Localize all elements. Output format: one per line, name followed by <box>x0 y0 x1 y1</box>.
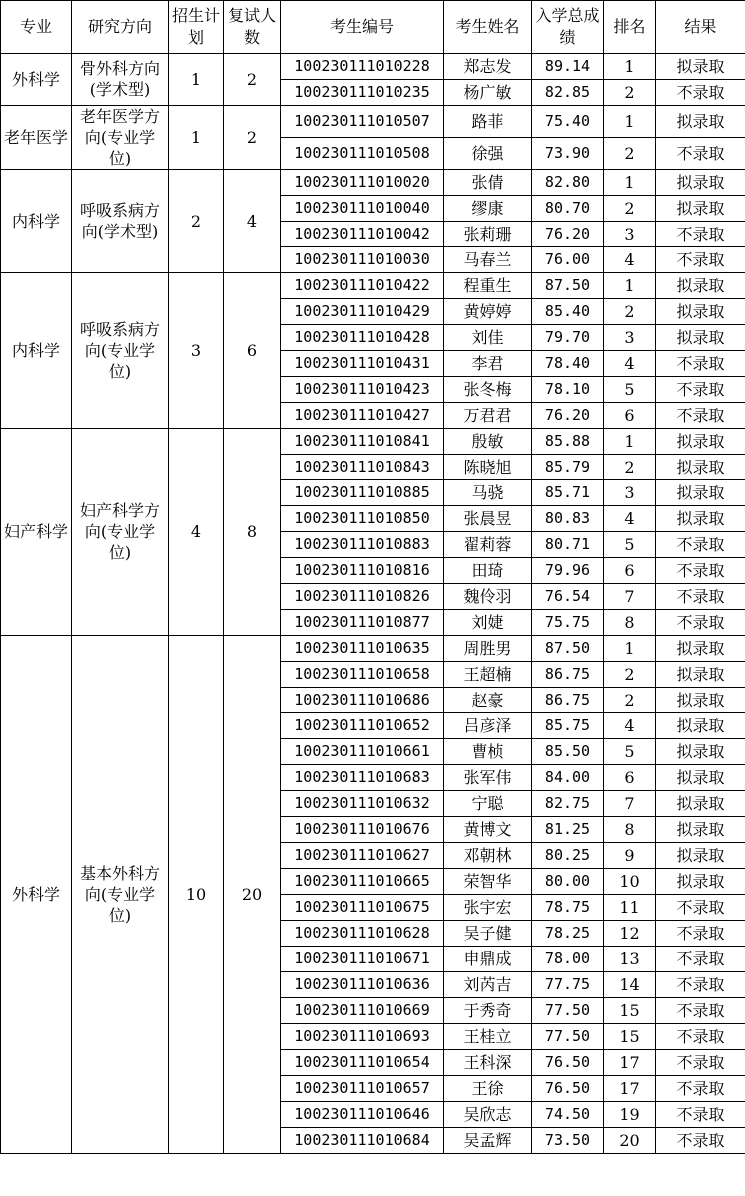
candidate-name-cell: 徐强 <box>444 137 532 169</box>
candidate-id-cell: 100230111010428 <box>281 325 444 351</box>
candidate-name-cell: 刘芮吉 <box>444 972 532 998</box>
rank-cell: 3 <box>604 480 656 506</box>
header-score: 入学总成绩 <box>532 1 604 54</box>
rank-cell: 5 <box>604 532 656 558</box>
score-cell: 73.50 <box>532 1127 604 1153</box>
header-major: 专业 <box>1 1 72 54</box>
candidate-id-cell: 100230111010652 <box>281 713 444 739</box>
score-cell: 76.00 <box>532 247 604 273</box>
result-cell: 拟录取 <box>656 54 745 80</box>
header-direction: 研究方向 <box>72 1 169 54</box>
candidate-id-cell: 100230111010816 <box>281 558 444 584</box>
result-cell: 拟录取 <box>656 325 745 351</box>
header-id: 考生编号 <box>281 1 444 54</box>
candidate-id-cell: 100230111010508 <box>281 137 444 169</box>
result-cell: 拟录取 <box>656 687 745 713</box>
rank-cell: 12 <box>604 920 656 946</box>
result-cell: 不录取 <box>656 1024 745 1050</box>
candidate-id-cell: 100230111010635 <box>281 635 444 661</box>
score-cell: 78.25 <box>532 920 604 946</box>
rank-cell: 2 <box>604 661 656 687</box>
result-cell: 不录取 <box>656 998 745 1024</box>
score-cell: 76.54 <box>532 584 604 610</box>
result-cell: 拟录取 <box>656 765 745 791</box>
result-cell: 拟录取 <box>656 299 745 325</box>
candidate-id-cell: 100230111010427 <box>281 402 444 428</box>
result-cell: 拟录取 <box>656 195 745 221</box>
rank-cell: 11 <box>604 894 656 920</box>
rank-cell: 17 <box>604 1050 656 1076</box>
candidate-id-cell: 100230111010658 <box>281 661 444 687</box>
score-cell: 76.50 <box>532 1050 604 1076</box>
result-cell: 不录取 <box>656 79 745 105</box>
result-cell: 不录取 <box>656 351 745 377</box>
rank-cell: 14 <box>604 972 656 998</box>
rank-cell: 15 <box>604 1024 656 1050</box>
table-body <box>1 54 745 1154</box>
candidate-name-cell: 张晨昱 <box>444 506 532 532</box>
table-header <box>1 1 745 54</box>
candidate-id-cell: 100230111010646 <box>281 1101 444 1127</box>
rank-cell: 6 <box>604 558 656 584</box>
rank-cell: 20 <box>604 1127 656 1153</box>
plan-cell: 3 <box>169 273 224 428</box>
candidate-name-cell: 杨广敏 <box>444 79 532 105</box>
rank-cell: 2 <box>604 79 656 105</box>
score-cell: 78.40 <box>532 351 604 377</box>
rank-cell: 3 <box>604 221 656 247</box>
rank-cell: 2 <box>604 137 656 169</box>
table-row <box>1 635 745 661</box>
candidate-id-cell: 100230111010683 <box>281 765 444 791</box>
candidate-name-cell: 吕彦泽 <box>444 713 532 739</box>
rank-cell: 17 <box>604 1075 656 1101</box>
candidate-name-cell: 魏伶羽 <box>444 584 532 610</box>
candidate-id-cell: 100230111010661 <box>281 739 444 765</box>
rank-cell: 19 <box>604 1101 656 1127</box>
result-cell: 不录取 <box>656 609 745 635</box>
rank-cell: 6 <box>604 402 656 428</box>
score-cell: 76.20 <box>532 221 604 247</box>
table-row <box>1 54 745 80</box>
candidate-name-cell: 缪康 <box>444 195 532 221</box>
candidate-name-cell: 万君君 <box>444 402 532 428</box>
rank-cell: 6 <box>604 765 656 791</box>
table-row <box>1 169 745 195</box>
major-cell: 老年医学 <box>1 105 72 169</box>
result-cell: 不录取 <box>656 584 745 610</box>
candidate-name-cell: 刘佳 <box>444 325 532 351</box>
candidate-name-cell: 曹桢 <box>444 739 532 765</box>
candidate-id-cell: 100230111010020 <box>281 169 444 195</box>
candidate-name-cell: 路菲 <box>444 105 532 137</box>
score-cell: 85.40 <box>532 299 604 325</box>
score-cell: 73.90 <box>532 137 604 169</box>
candidate-id-cell: 100230111010627 <box>281 842 444 868</box>
candidate-id-cell: 100230111010826 <box>281 584 444 610</box>
candidate-name-cell: 翟莉蓉 <box>444 532 532 558</box>
result-cell: 不录取 <box>656 402 745 428</box>
plan-cell: 2 <box>169 169 224 273</box>
score-cell: 78.10 <box>532 376 604 402</box>
rank-cell: 8 <box>604 817 656 843</box>
candidate-id-cell: 100230111010693 <box>281 1024 444 1050</box>
candidate-id-cell: 100230111010628 <box>281 920 444 946</box>
result-cell: 拟录取 <box>656 105 745 137</box>
score-cell: 79.70 <box>532 325 604 351</box>
candidate-id-cell: 100230111010507 <box>281 105 444 137</box>
result-cell: 拟录取 <box>656 480 745 506</box>
candidate-id-cell: 100230111010885 <box>281 480 444 506</box>
retest-cell: 4 <box>224 169 281 273</box>
candidate-name-cell: 刘婕 <box>444 609 532 635</box>
score-cell: 76.50 <box>532 1075 604 1101</box>
header-retest: 复试人数 <box>224 1 281 54</box>
rank-cell: 1 <box>604 54 656 80</box>
candidate-id-cell: 100230111010235 <box>281 79 444 105</box>
candidate-id-cell: 100230111010636 <box>281 972 444 998</box>
score-cell: 76.20 <box>532 402 604 428</box>
major-cell: 内科学 <box>1 169 72 273</box>
candidate-id-cell: 100230111010657 <box>281 1075 444 1101</box>
rank-cell: 4 <box>604 713 656 739</box>
candidate-name-cell: 申鼎成 <box>444 946 532 972</box>
rank-cell: 5 <box>604 739 656 765</box>
result-cell: 不录取 <box>656 558 745 584</box>
result-cell: 不录取 <box>656 221 745 247</box>
candidate-id-cell: 100230111010841 <box>281 428 444 454</box>
plan-cell: 10 <box>169 635 224 1153</box>
score-cell: 77.50 <box>532 998 604 1024</box>
candidate-name-cell: 邓朝林 <box>444 842 532 868</box>
candidate-name-cell: 王桂立 <box>444 1024 532 1050</box>
rank-cell: 4 <box>604 506 656 532</box>
candidate-name-cell: 王超楠 <box>444 661 532 687</box>
candidate-name-cell: 李君 <box>444 351 532 377</box>
candidate-id-cell: 100230111010843 <box>281 454 444 480</box>
score-cell: 84.00 <box>532 765 604 791</box>
score-cell: 81.25 <box>532 817 604 843</box>
candidate-name-cell: 田琦 <box>444 558 532 584</box>
candidate-id-cell: 100230111010686 <box>281 687 444 713</box>
candidate-name-cell: 张军伟 <box>444 765 532 791</box>
major-cell: 外科学 <box>1 54 72 106</box>
result-cell: 拟录取 <box>656 454 745 480</box>
candidate-id-cell: 100230111010228 <box>281 54 444 80</box>
score-cell: 85.71 <box>532 480 604 506</box>
candidate-id-cell: 100230111010684 <box>281 1127 444 1153</box>
candidate-name-cell: 马春兰 <box>444 247 532 273</box>
candidate-name-cell: 张莉珊 <box>444 221 532 247</box>
rank-cell: 2 <box>604 195 656 221</box>
rank-cell: 1 <box>604 428 656 454</box>
candidate-id-cell: 100230111010654 <box>281 1050 444 1076</box>
retest-cell: 8 <box>224 428 281 635</box>
candidate-id-cell: 100230111010422 <box>281 273 444 299</box>
score-cell: 77.75 <box>532 972 604 998</box>
result-cell: 不录取 <box>656 972 745 998</box>
rank-cell: 1 <box>604 169 656 195</box>
rank-cell: 13 <box>604 946 656 972</box>
header-result: 结果 <box>656 1 745 54</box>
plan-cell: 1 <box>169 105 224 169</box>
result-cell: 不录取 <box>656 1050 745 1076</box>
candidate-id-cell: 100230111010877 <box>281 609 444 635</box>
score-cell: 80.25 <box>532 842 604 868</box>
rank-cell: 1 <box>604 273 656 299</box>
candidate-name-cell: 陈晓旭 <box>444 454 532 480</box>
table-row <box>1 105 745 137</box>
rank-cell: 15 <box>604 998 656 1024</box>
result-cell: 拟录取 <box>656 817 745 843</box>
candidate-id-cell: 100230111010883 <box>281 532 444 558</box>
candidate-name-cell: 荣智华 <box>444 868 532 894</box>
plan-cell: 1 <box>169 54 224 106</box>
table-row <box>1 273 745 299</box>
candidate-id-cell: 100230111010675 <box>281 894 444 920</box>
score-cell: 85.88 <box>532 428 604 454</box>
direction-cell: 呼吸系病方向(学术型) <box>72 169 169 273</box>
candidate-name-cell: 张倩 <box>444 169 532 195</box>
result-cell: 不录取 <box>656 1127 745 1153</box>
result-cell: 不录取 <box>656 894 745 920</box>
score-cell: 82.85 <box>532 79 604 105</box>
major-cell: 外科学 <box>1 635 72 1153</box>
score-cell: 86.75 <box>532 661 604 687</box>
candidate-id-cell: 100230111010850 <box>281 506 444 532</box>
result-cell: 拟录取 <box>656 842 745 868</box>
result-cell: 不录取 <box>656 137 745 169</box>
candidate-id-cell: 100230111010669 <box>281 998 444 1024</box>
candidate-name-cell: 王徐 <box>444 1075 532 1101</box>
result-cell: 不录取 <box>656 376 745 402</box>
score-cell: 82.80 <box>532 169 604 195</box>
candidate-id-cell: 100230111010671 <box>281 946 444 972</box>
candidate-id-cell: 100230111010423 <box>281 376 444 402</box>
major-cell: 妇产科学 <box>1 428 72 635</box>
rank-cell: 1 <box>604 635 656 661</box>
candidate-name-cell: 程重生 <box>444 273 532 299</box>
result-cell: 拟录取 <box>656 506 745 532</box>
candidate-name-cell: 马骁 <box>444 480 532 506</box>
result-cell: 拟录取 <box>656 635 745 661</box>
candidate-id-cell: 100230111010431 <box>281 351 444 377</box>
candidate-name-cell: 吴欣志 <box>444 1101 532 1127</box>
rank-cell: 4 <box>604 351 656 377</box>
direction-cell: 基本外科方向(专业学位) <box>72 635 169 1153</box>
direction-cell: 呼吸系病方向(专业学位) <box>72 273 169 428</box>
result-cell: 不录取 <box>656 920 745 946</box>
direction-cell: 妇产科学方向(专业学位) <box>72 428 169 635</box>
result-cell: 拟录取 <box>656 868 745 894</box>
score-cell: 87.50 <box>532 635 604 661</box>
rank-cell: 1 <box>604 105 656 137</box>
result-cell: 不录取 <box>656 946 745 972</box>
candidate-name-cell: 郑志发 <box>444 54 532 80</box>
header-name: 考生姓名 <box>444 1 532 54</box>
score-cell: 79.96 <box>532 558 604 584</box>
candidate-name-cell: 吴子健 <box>444 920 532 946</box>
score-cell: 80.83 <box>532 506 604 532</box>
retest-cell: 2 <box>224 54 281 106</box>
direction-cell: 老年医学方向(专业学位) <box>72 105 169 169</box>
candidate-name-cell: 吴孟辉 <box>444 1127 532 1153</box>
score-cell: 78.75 <box>532 894 604 920</box>
score-cell: 80.70 <box>532 195 604 221</box>
candidate-name-cell: 于秀奇 <box>444 998 532 1024</box>
major-cell: 内科学 <box>1 273 72 428</box>
candidate-name-cell: 张冬梅 <box>444 376 532 402</box>
candidate-name-cell: 黄博文 <box>444 817 532 843</box>
result-cell: 不录取 <box>656 1075 745 1101</box>
candidate-name-cell: 周胜男 <box>444 635 532 661</box>
direction-cell: 骨外科方向(学术型) <box>72 54 169 106</box>
candidate-id-cell: 100230111010665 <box>281 868 444 894</box>
retest-cell: 2 <box>224 105 281 169</box>
retest-cell: 6 <box>224 273 281 428</box>
result-cell: 不录取 <box>656 247 745 273</box>
score-cell: 85.50 <box>532 739 604 765</box>
result-cell: 拟录取 <box>656 169 745 195</box>
score-cell: 75.75 <box>532 609 604 635</box>
header-plan: 招生计划 <box>169 1 224 54</box>
result-cell: 拟录取 <box>656 273 745 299</box>
candidate-id-cell: 100230111010676 <box>281 817 444 843</box>
candidate-name-cell: 张宇宏 <box>444 894 532 920</box>
plan-cell: 4 <box>169 428 224 635</box>
result-cell: 不录取 <box>656 1101 745 1127</box>
candidate-id-cell: 100230111010040 <box>281 195 444 221</box>
score-cell: 82.75 <box>532 791 604 817</box>
result-cell: 不录取 <box>656 532 745 558</box>
header-rank: 排名 <box>604 1 656 54</box>
retest-cell: 20 <box>224 635 281 1153</box>
candidate-name-cell: 赵豪 <box>444 687 532 713</box>
score-cell: 78.00 <box>532 946 604 972</box>
score-cell: 86.75 <box>532 687 604 713</box>
rank-cell: 8 <box>604 609 656 635</box>
score-cell: 85.75 <box>532 713 604 739</box>
score-cell: 77.50 <box>532 1024 604 1050</box>
result-cell: 拟录取 <box>656 791 745 817</box>
score-cell: 80.00 <box>532 868 604 894</box>
candidate-name-cell: 殷敏 <box>444 428 532 454</box>
score-cell: 89.14 <box>532 54 604 80</box>
rank-cell: 7 <box>604 584 656 610</box>
table-row <box>1 428 745 454</box>
rank-cell: 2 <box>604 454 656 480</box>
rank-cell: 2 <box>604 687 656 713</box>
candidate-name-cell: 宁聪 <box>444 791 532 817</box>
result-cell: 拟录取 <box>656 713 745 739</box>
rank-cell: 10 <box>604 868 656 894</box>
candidate-id-cell: 100230111010429 <box>281 299 444 325</box>
candidate-name-cell: 黄婷婷 <box>444 299 532 325</box>
result-cell: 拟录取 <box>656 661 745 687</box>
rank-cell: 7 <box>604 791 656 817</box>
score-cell: 75.40 <box>532 105 604 137</box>
score-cell: 80.71 <box>532 532 604 558</box>
rank-cell: 4 <box>604 247 656 273</box>
result-cell: 拟录取 <box>656 739 745 765</box>
rank-cell: 3 <box>604 325 656 351</box>
rank-cell: 9 <box>604 842 656 868</box>
score-cell: 74.50 <box>532 1101 604 1127</box>
result-cell: 拟录取 <box>656 428 745 454</box>
rank-cell: 5 <box>604 376 656 402</box>
score-cell: 87.50 <box>532 273 604 299</box>
score-cell: 85.79 <box>532 454 604 480</box>
candidate-name-cell: 王科深 <box>444 1050 532 1076</box>
candidate-id-cell: 100230111010042 <box>281 221 444 247</box>
candidate-id-cell: 100230111010632 <box>281 791 444 817</box>
rank-cell: 2 <box>604 299 656 325</box>
candidate-id-cell: 100230111010030 <box>281 247 444 273</box>
